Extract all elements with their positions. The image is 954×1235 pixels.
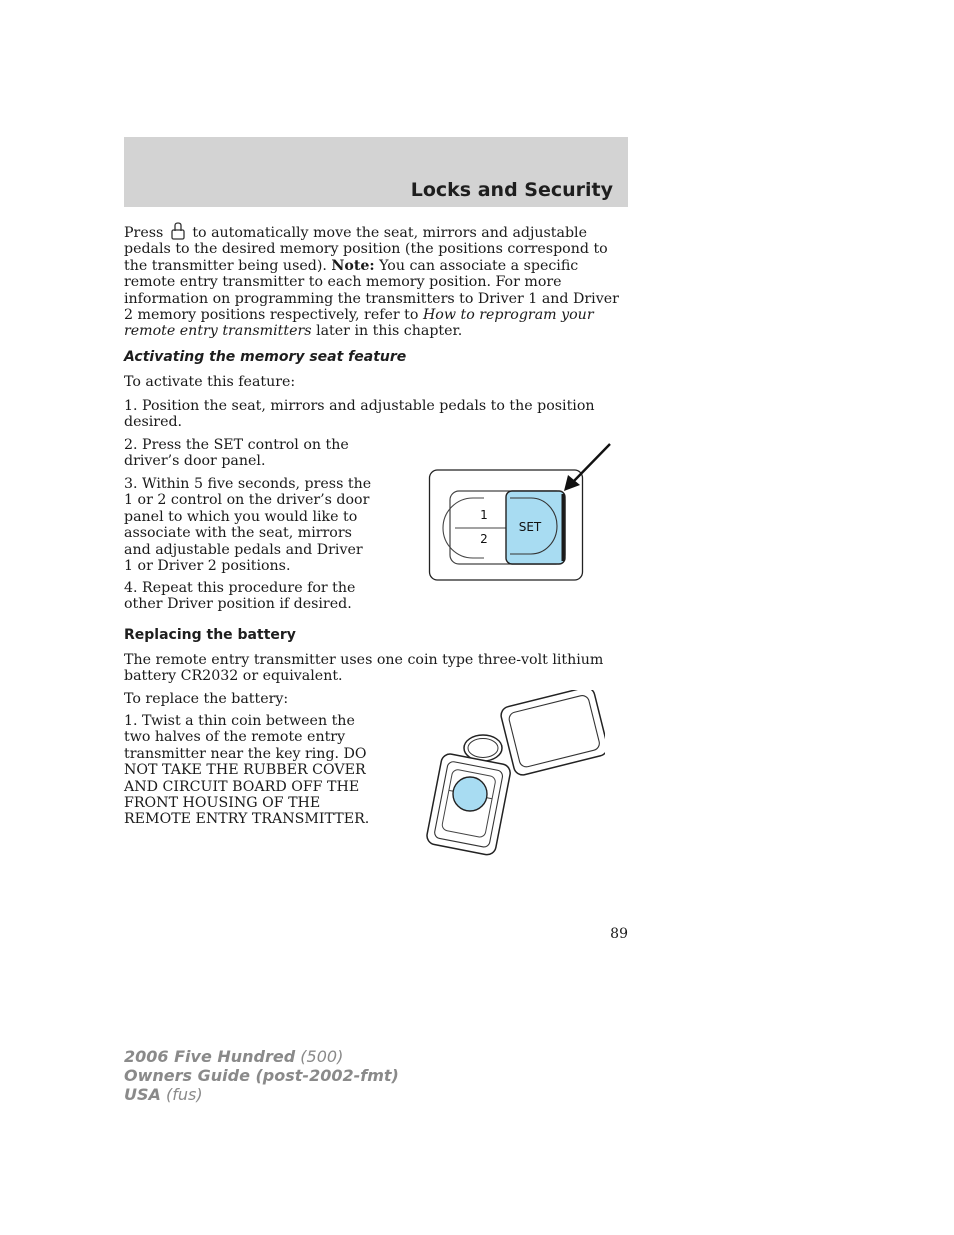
memory-step-4: 4. Repeat this procedure for the other Driver position if desired.: [124, 580, 356, 613]
memory-button-1-label: 1: [480, 508, 488, 522]
footer-guide: Owners Guide (post-2002-fmt): [124, 1066, 399, 1085]
footer-model-code: (500): [300, 1047, 344, 1066]
intro-text-3: later in this chapter.: [316, 323, 463, 340]
memory-step-3: 3. Within 5 five seconds, press the 1 or 2 control on the driver’s door panel to which you would like to associate with the seat, mirrors and adjustable pedals and Driver 1 or Driver 2 positions.: [124, 476, 372, 575]
memory-button-2-label: 2: [480, 532, 488, 546]
intro-text-2: You can associate a specific remote entry transmitter to each memory position. For more information on programming the transmitters to Driver 1 and Driver 2 memory positions respectively, refer to: [124, 257, 619, 324]
memory-step-2: 2. Press the SET control on the driver’s door panel.: [124, 437, 349, 470]
memory-control-figure: [428, 440, 614, 584]
memory-key-icon: [170, 222, 186, 240]
battery-paragraph: The remote entry transmitter uses one coin type three-volt lithium battery CR2032 or equivalent.: [124, 652, 604, 685]
footer-market: USA: [124, 1085, 161, 1104]
battery-heading: Replacing the battery: [124, 627, 296, 643]
section-title: Locks and Security: [410, 179, 613, 201]
intro-paragraph: [124, 222, 628, 340]
memory-step-1: 1. Position the seat, mirrors and adjustable pedals to the position desired.: [124, 398, 595, 431]
note-label: Note:: [331, 257, 375, 274]
memory-heading: Activating the memory seat feature: [124, 349, 407, 365]
footer-model: 2006 Five Hundred: [124, 1047, 296, 1066]
document-footer: [124, 1047, 399, 1104]
intro-press: Press: [124, 225, 164, 241]
battery-step-1: 1. Twist a thin coin between the two halves of the remote entry transmitter near the key ring. DO NOT TAKE THE RUBBER COVER AND CIRCUIT BOARD OFF THE FRONT HOUSING OF THE REMOTE ENTRY TRANSMITTER.: [124, 713, 370, 828]
memory-lead: To activate this feature:: [124, 374, 296, 390]
reprogram-reference: How to reprogram your remote entry transmitters: [124, 307, 594, 340]
page-number: 89: [610, 926, 628, 942]
battery-lead: To replace the battery:: [124, 691, 289, 707]
section-header-band: [124, 137, 628, 207]
set-button-label: SET: [518, 520, 542, 534]
intro-text-1: to automatically move the seat, mirrors and adjustable pedals to the desired memory position (the positions correspond to the transmitter being used).: [124, 225, 608, 274]
footer-market-code: (fus): [166, 1085, 203, 1104]
remote-transmitter-figure: [420, 690, 605, 860]
